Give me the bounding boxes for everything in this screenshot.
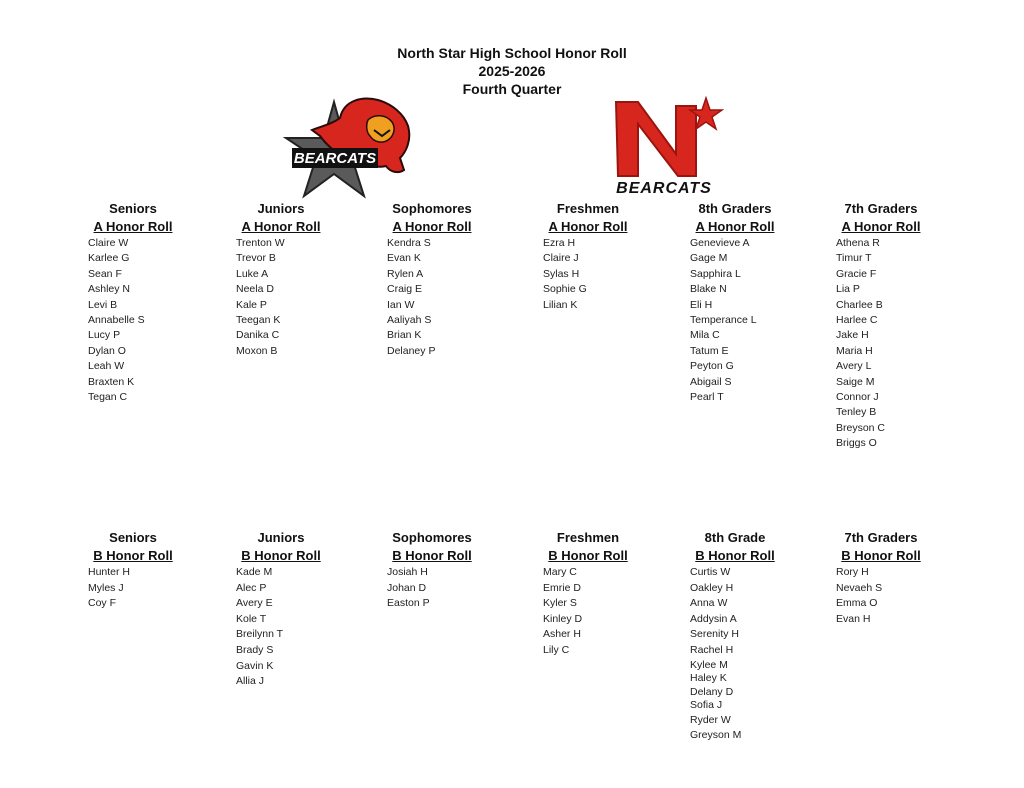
list-item: Kade M xyxy=(236,566,273,578)
list-item: Maria H xyxy=(836,344,873,357)
list-item: Evan H xyxy=(836,612,871,625)
list-item: Lucy P xyxy=(88,329,121,342)
honor-roll-heading: B Honor Roll xyxy=(241,548,321,563)
list-item: Coy F xyxy=(88,597,117,610)
list-item: Connor J xyxy=(836,390,879,403)
list-item: Brady S xyxy=(236,643,274,656)
list-item: Rachel H xyxy=(690,643,734,656)
right-logo-text: BEARCATS xyxy=(616,180,712,196)
name-list xyxy=(379,565,529,612)
list-item: Ashley N xyxy=(88,283,131,296)
juniors-b-column xyxy=(228,529,378,690)
quarter-label: Fourth Quarter xyxy=(462,81,562,97)
list-item: Emma O xyxy=(836,597,878,610)
left-logo-text: BEARCATS xyxy=(293,150,377,167)
list-item: Ryder W xyxy=(690,713,731,726)
list-item: Temperance L xyxy=(690,313,757,326)
list-item: Kole T xyxy=(236,612,267,625)
grade-heading: Juniors xyxy=(257,530,305,545)
page-header xyxy=(0,44,1024,98)
list-item: Kale P xyxy=(236,298,267,311)
list-item: Ian W xyxy=(387,298,415,311)
list-item: Harlee C xyxy=(836,313,878,326)
list-item: Ezra H xyxy=(543,237,576,249)
list-item: Lily C xyxy=(543,643,570,656)
list-item: Craig E xyxy=(387,283,423,296)
name-list xyxy=(828,236,978,451)
honor-roll-heading: A Honor Roll xyxy=(548,219,628,234)
honor-roll-heading: B Honor Roll xyxy=(392,548,472,563)
list-item: Claire J xyxy=(543,252,579,265)
grade-heading: Freshmen xyxy=(556,530,620,545)
list-item: Levi B xyxy=(88,298,118,311)
grade-heading: Sophomores xyxy=(392,201,472,216)
honor-roll-heading: B Honor Roll xyxy=(695,548,775,563)
list-item: Neela D xyxy=(236,283,274,296)
list-item: Eli H xyxy=(690,298,713,311)
list-item: Sapphira L xyxy=(690,267,741,280)
freshmen-a-column xyxy=(535,200,685,313)
list-item: Nevaeh S xyxy=(836,581,883,594)
list-item: Rylen A xyxy=(387,267,424,280)
list-item: Gavin K xyxy=(236,659,274,672)
list-item: Sylas H xyxy=(543,267,580,280)
name-list xyxy=(828,565,978,627)
grade-heading: 8th Graders xyxy=(698,201,772,216)
list-item: Leah W xyxy=(88,360,125,373)
name-list xyxy=(682,565,832,742)
list-item: Timur T xyxy=(836,252,872,265)
list-item: Blake N xyxy=(690,283,727,296)
name-list xyxy=(379,236,529,359)
list-item: Abigail S xyxy=(690,375,732,388)
8th-graders-a-column xyxy=(682,200,832,405)
list-item: Sofia J xyxy=(690,699,723,712)
list-item: Breyson C xyxy=(836,421,886,434)
list-item: Allia J xyxy=(236,675,265,688)
honor-roll-heading: A Honor Roll xyxy=(241,219,321,234)
list-item: Gage M xyxy=(690,252,728,265)
list-item: Josiah H xyxy=(387,566,428,578)
list-item: Kendra S xyxy=(387,237,431,249)
freshmen-b-column xyxy=(535,529,685,659)
list-item: Emrie D xyxy=(543,581,581,594)
name-list xyxy=(228,236,378,359)
list-item: Braxten K xyxy=(88,375,135,388)
honor-roll-heading: B Honor Roll xyxy=(548,548,628,563)
list-item: Saige M xyxy=(836,375,875,388)
name-list xyxy=(80,565,230,612)
honor-roll-heading: A Honor Roll xyxy=(841,219,921,234)
list-item: Avery E xyxy=(236,597,273,610)
name-list xyxy=(535,565,685,659)
list-item: Teegan K xyxy=(236,313,281,326)
list-item: Serenity H xyxy=(690,628,740,641)
grade-heading: Sophomores xyxy=(392,530,472,545)
list-item: Claire W xyxy=(88,237,129,249)
list-item: Kinley D xyxy=(543,612,583,625)
list-item: Pearl T xyxy=(690,390,724,403)
north-star-n-logo xyxy=(604,96,724,196)
list-item: Gracie F xyxy=(836,267,877,280)
list-item: Moxon B xyxy=(236,344,278,357)
list-item: Mila C xyxy=(690,329,720,342)
list-item: Sean F xyxy=(88,267,122,280)
list-item: Evan K xyxy=(387,252,421,265)
list-item: Addysin A xyxy=(690,612,737,625)
honor-roll-heading: B Honor Roll xyxy=(93,548,173,563)
list-item: Oakley H xyxy=(690,581,734,594)
list-item: Easton P xyxy=(387,597,430,610)
sophomores-a-column xyxy=(379,200,529,359)
7th-graders-b-column xyxy=(828,529,978,627)
list-item: Tegan C xyxy=(88,390,128,403)
list-item: Haley K xyxy=(690,672,727,685)
list-item: Charlee B xyxy=(836,298,883,311)
honor-roll-heading: A Honor Roll xyxy=(695,219,775,234)
list-item: Dylan O xyxy=(88,344,126,357)
list-item: Sophie G xyxy=(543,283,587,296)
grade-heading: Freshmen xyxy=(556,201,620,216)
honor-roll-heading: A Honor Roll xyxy=(392,219,472,234)
list-item: Annabelle S xyxy=(88,313,145,326)
list-item: Kyler S xyxy=(543,597,577,610)
honor-roll-heading: A Honor Roll xyxy=(93,219,173,234)
list-item: Lilian K xyxy=(543,298,578,311)
name-list xyxy=(535,236,685,313)
list-item: Tatum E xyxy=(690,344,729,357)
list-item: Delaney P xyxy=(387,344,436,357)
list-item: Breilynn T xyxy=(236,628,284,641)
list-item: Tenley B xyxy=(836,406,877,419)
page-title: North Star High School Honor Roll xyxy=(397,45,627,61)
list-item: Asher H xyxy=(543,628,581,641)
list-item: Alec P xyxy=(236,581,267,594)
list-item: Greyson M xyxy=(690,728,742,741)
school-year: 2025-2026 xyxy=(478,63,546,79)
list-item: Athena R xyxy=(836,237,880,249)
grade-heading: Seniors xyxy=(109,530,157,545)
list-item: Danika C xyxy=(236,329,280,342)
sophomores-b-column xyxy=(379,529,529,612)
list-item: Delany D xyxy=(690,685,734,698)
grade-heading: 7th Graders xyxy=(844,201,918,216)
list-item: Rory H xyxy=(836,566,869,578)
name-list xyxy=(80,236,230,405)
list-item: Kylee M xyxy=(690,658,728,671)
list-item: Hunter H xyxy=(88,566,131,578)
grade-heading: 8th Grade xyxy=(704,530,766,545)
list-item: Karlee G xyxy=(88,252,130,265)
list-item: Jake H xyxy=(836,329,869,342)
seniors-a-column xyxy=(80,200,230,405)
list-item: Peyton G xyxy=(690,360,734,373)
list-item: Aaliyah S xyxy=(387,313,432,326)
list-item: Myles J xyxy=(88,581,124,594)
list-item: Avery L xyxy=(836,360,872,373)
list-item: Anna W xyxy=(690,597,728,610)
list-item: Curtis W xyxy=(690,566,731,578)
list-item: Trenton W xyxy=(236,237,285,249)
seniors-b-column xyxy=(80,529,230,612)
list-item: Trevor B xyxy=(236,252,276,265)
list-item: Johan D xyxy=(387,581,427,594)
grade-heading: 7th Graders xyxy=(844,530,918,545)
7th-graders-a-column xyxy=(828,200,978,451)
list-item: Briggs O xyxy=(836,437,877,450)
list-item: Brian K xyxy=(387,329,422,342)
juniors-a-column xyxy=(228,200,378,359)
honor-roll-heading: B Honor Roll xyxy=(841,548,921,563)
8th-grade-b-column xyxy=(682,529,832,742)
name-list xyxy=(682,236,832,405)
list-item: Genevieve A xyxy=(690,237,750,249)
list-item: Lia P xyxy=(836,283,860,296)
list-item: Luke A xyxy=(236,267,269,280)
name-list xyxy=(228,565,378,690)
grade-heading: Seniors xyxy=(109,201,157,216)
bearcat-star-logo xyxy=(282,96,414,200)
grade-heading: Juniors xyxy=(257,201,305,216)
list-item: Mary C xyxy=(543,566,577,578)
